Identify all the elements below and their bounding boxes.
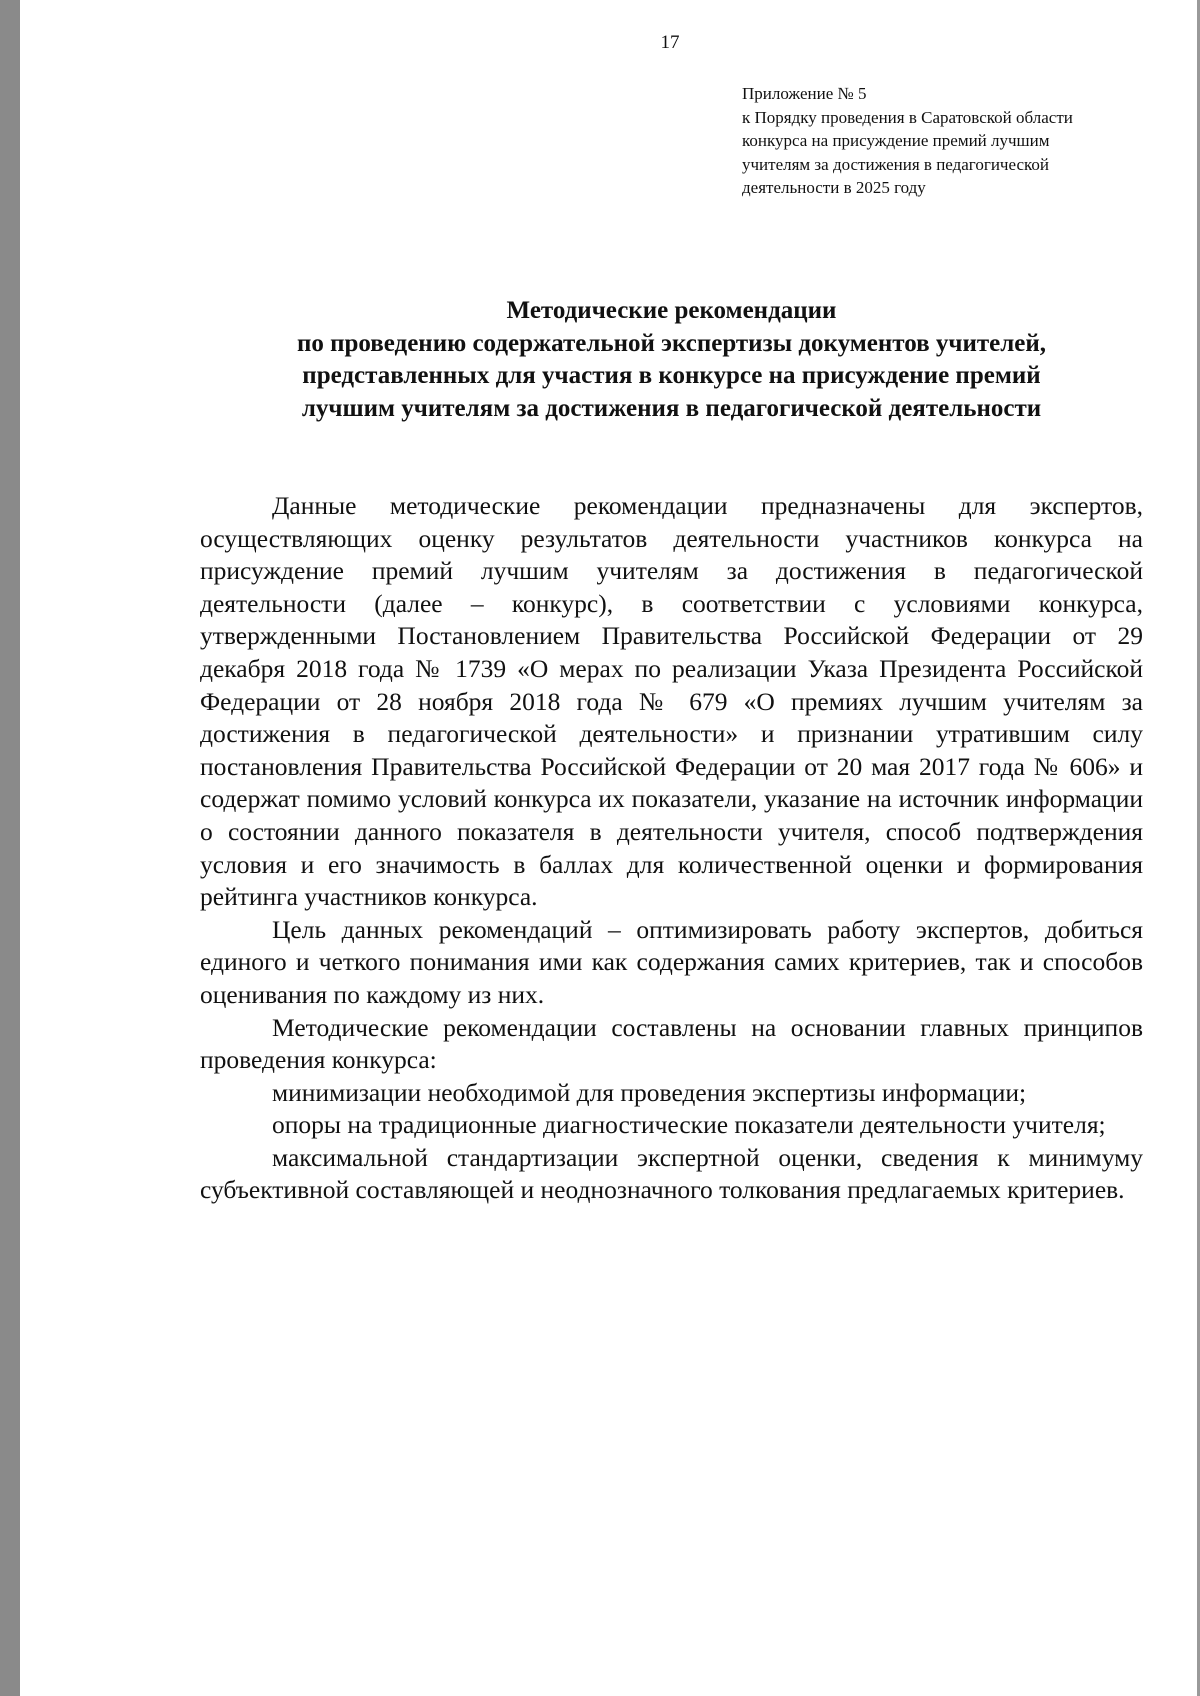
appendix-line: Приложение № 5 bbox=[742, 84, 867, 103]
page-number: 17 bbox=[660, 32, 680, 53]
paragraph-purpose: Данные методические рекомендации предназначены для экспертов, осуществляющих оценку результатов деятельности участников конкурса на присуждение премий лучшим учителям за достижения в педагогической деятельности (далее – конкурс), в соответствии с условиями конкурса, утвержденными Постановлением Правительства Российской Федерации от 29 декабря 2018 года № 1739 «О мерах по реализации Указа Президента Российской Федерации от 28 ноября 2018 года № 679 «О премиях лучшим учителям за достижения в педагогической деятельности» и признании утратившим силу постановления Правительства Российской Федерации от 20 мая 2017 года № 606» и содержат помимо условий конкурса их показатели, указание на источник информации о состоянии данного показателя в деятельности учителя, способ подтверждения условия и его значимость в баллах для количественной оценки и формирования рейтинга участников конкурса. bbox=[200, 491, 1143, 912]
principle-item: максимальной стандартизации экспертной оценки, сведения к минимуму субъективной составляющей и неоднозначного толкования предлагаемых критериев. bbox=[200, 1142, 1143, 1205]
title-line: по проведению содержательной экспертизы документов учителей, bbox=[296, 329, 1047, 357]
appendix-header bbox=[742, 82, 1182, 200]
principle-item: опоры на традиционные диагностические показатели деятельности учителя; bbox=[272, 1110, 1106, 1140]
title-line: лучшим учителям за достижения в педагогической деятельности bbox=[301, 394, 1042, 422]
document-body bbox=[200, 490, 1143, 1207]
title-line: представленных для участия в конкурсе на присуждение премий bbox=[302, 362, 1041, 389]
scan-left-border bbox=[0, 0, 20, 1696]
paragraph-goal: Цель данных рекомендаций – оптимизировать работу экспертов, добиться единого и четкого понимания ими как содержания самих критериев, так и способов оценивания по каждому из них. bbox=[200, 914, 1143, 1009]
appendix-line: учителям за достижения в педагогической bbox=[742, 154, 1049, 174]
title-line: Методические рекомендации bbox=[506, 297, 837, 324]
appendix-line: к Порядку проведения в Саратовской области bbox=[742, 107, 1073, 127]
appendix-line: деятельности в 2025 году bbox=[742, 178, 926, 197]
appendix-line: конкурса на присуждение премий лучшим bbox=[742, 131, 1050, 150]
principle-item: минимизации необходимой для проведения экспертизы информации; bbox=[272, 1077, 1027, 1107]
document-title bbox=[200, 295, 1143, 425]
paragraph-principles-intro: Методические рекомендации составлены на основании главных принципов проведения конкурса: bbox=[200, 1012, 1143, 1075]
